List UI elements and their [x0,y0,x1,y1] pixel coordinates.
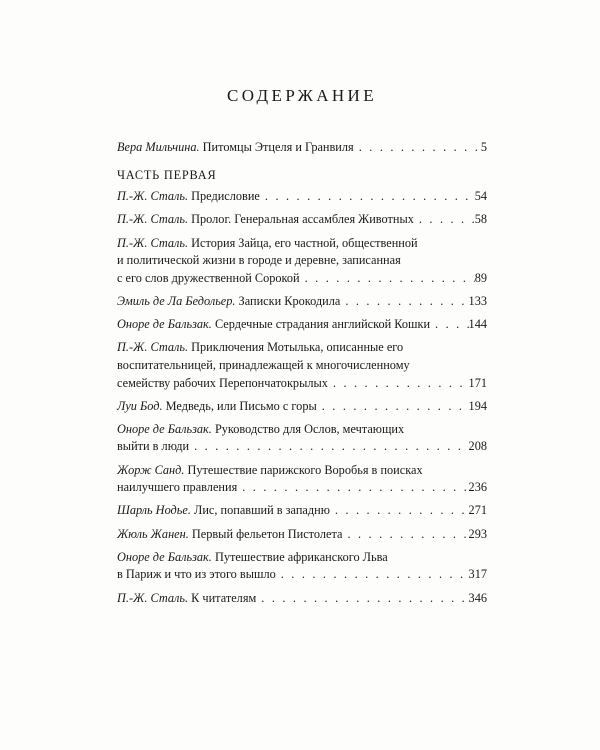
page-number: 5 [480,140,487,154]
entry-title [117,526,342,544]
dot-leader [354,139,481,157]
entry-author: Жорж Санд. [117,462,185,477]
entry-author: Вера Мильчина. [117,140,200,154]
toc-entry[interactable] [117,421,487,456]
entry-last-line [117,479,487,497]
entry-title [117,188,260,206]
toc-entry[interactable] [117,211,487,229]
entry-title [117,293,340,311]
entry-last-line [117,375,487,393]
entry-title-text: Руководство для Ослов, мечтающих [214,421,405,436]
dot-leader [260,188,475,206]
entry-title-line [117,462,487,480]
entry-title-line [117,235,487,253]
entry-title-text: воспитательницей, принадлежащей к многочисленному [117,357,410,372]
entry-title [117,211,414,229]
toc-entry[interactable] [117,293,487,311]
entry-author: П.-Ж. Сталь. [117,590,189,605]
entry-title-text: и политической жизни в городе и деревне, записанная [117,253,401,268]
entry-title-text: Записки Крокодила [238,293,341,308]
part-heading: ЧАСТЬ ПЕРВАЯ [117,167,217,182]
entry-author: Жюль Жанен. [117,526,189,541]
entry-title-text: Пролог. Генеральная ассамблея Животных [191,212,414,227]
dot-leader [300,270,475,288]
entry-last-line [117,270,487,288]
dot-leader [414,211,475,229]
page-number: 58 [474,212,487,227]
toc-entry[interactable] [117,339,487,392]
dot-leader [276,566,469,584]
dot-leader [317,398,469,416]
toc-entry[interactable] [117,462,487,497]
entry-title-text: Питомцы Этцеля и Гранвиля [202,140,354,154]
page-number: 54 [474,189,487,204]
page-title: СОДЕРЖАНИЕ [226,86,378,105]
entry-last-line [117,293,487,311]
entry-author: Луи Бод. [117,398,163,413]
entry-title-text: Путешествие парижского Воробья в поисках [187,462,423,477]
entry-title-text: Сердечные страдания английской Кошки [214,317,431,332]
entry-title-text: семейству рабочих Перепончатокрылых [117,375,328,390]
entry-title-text: Лис, попавший в западню [193,503,330,518]
entry-title-text: Приключения Мотылька, описанные его [191,340,404,355]
entry-title-text: в Париж и что из этого вышло [117,567,276,582]
dot-leader [340,293,468,311]
page-number: 144 [468,317,487,332]
page-number: 171 [468,375,487,390]
entry-title-text: наилучшего правления [117,480,238,495]
dot-leader [330,502,469,520]
dot-leader [430,316,469,334]
entry-author: П.-Ж. Сталь. [117,212,189,227]
entry-title-text: Предисловие [191,189,260,204]
entry-title-text: Путешествие африканского Льва [214,549,388,564]
entry-last-line [117,438,487,456]
entry-title-text: выйти в люди [117,439,190,454]
entry-title [117,479,237,497]
toc-entry-intro[interactable] [117,139,487,157]
dot-leader [342,526,468,544]
entry-author: П.-Ж. Сталь. [117,340,189,355]
dot-leader [328,375,469,393]
page-number: 133 [468,293,487,308]
entry-title-text: Медведь, или Письмо с горы [165,398,317,413]
entry-author: Оноре де Бальзак. [117,549,212,564]
dot-leader [256,590,468,608]
entry-title [117,270,300,288]
entry-last-line [117,590,487,608]
entry-title-text: с его слов дружественной Сорокой [117,270,300,285]
entry-title [117,502,330,520]
entry-title [117,375,328,393]
toc-entry[interactable] [117,235,487,288]
toc-entries-list [117,188,487,607]
entry-title [117,139,354,157]
entry-title-text: Первый фельетон Пистолета [191,526,343,541]
toc-entry[interactable] [117,502,487,520]
entry-last-line [117,316,487,334]
toc-entry[interactable] [117,549,487,584]
page-number: 236 [468,480,487,495]
entry-title [117,438,189,456]
entry-author: Оноре де Бальзак. [117,421,212,436]
entry-title [117,398,317,416]
toc-entry[interactable] [117,316,487,334]
entry-title-line [117,421,487,439]
entry-author: Шарль Нодье. [117,503,191,518]
toc-entry[interactable] [117,590,487,608]
entry-title [117,316,430,334]
page-number: 208 [468,439,487,454]
toc-entry[interactable] [117,398,487,416]
entry-title [117,566,276,584]
entry-last-line [117,211,487,229]
entry-last-line [117,398,487,416]
dot-leader [237,479,468,497]
entry-title-line [117,252,487,270]
page-number: 346 [468,590,487,605]
page-number: 293 [468,526,487,541]
table-of-contents [117,139,487,613]
entry-title-text: История Зайца, его частной, общественной [191,235,418,250]
entry-last-line [117,526,487,544]
page-number: 317 [468,567,487,582]
page-number: 271 [468,503,487,518]
toc-entry[interactable] [117,526,487,544]
dot-leader [189,438,468,456]
entry-title [117,590,256,608]
toc-entry[interactable] [117,188,487,206]
entry-title-line [117,339,487,357]
entry-author: Оноре де Бальзак. [117,317,212,332]
entry-title-line [117,357,487,375]
entry-title-text: К читателям [191,590,257,605]
entry-last-line [117,188,487,206]
page-number: 89 [474,270,487,285]
entry-author: Эмиль де Ла Бедольер. [117,293,236,308]
entry-title-line [117,549,487,567]
entry-author: П.-Ж. Сталь. [117,189,189,204]
entry-last-line [117,566,487,584]
entry-last-line [117,502,487,520]
page-number: 194 [468,398,487,413]
entry-author: П.-Ж. Сталь. [117,235,189,250]
entry-last-line [117,139,487,157]
